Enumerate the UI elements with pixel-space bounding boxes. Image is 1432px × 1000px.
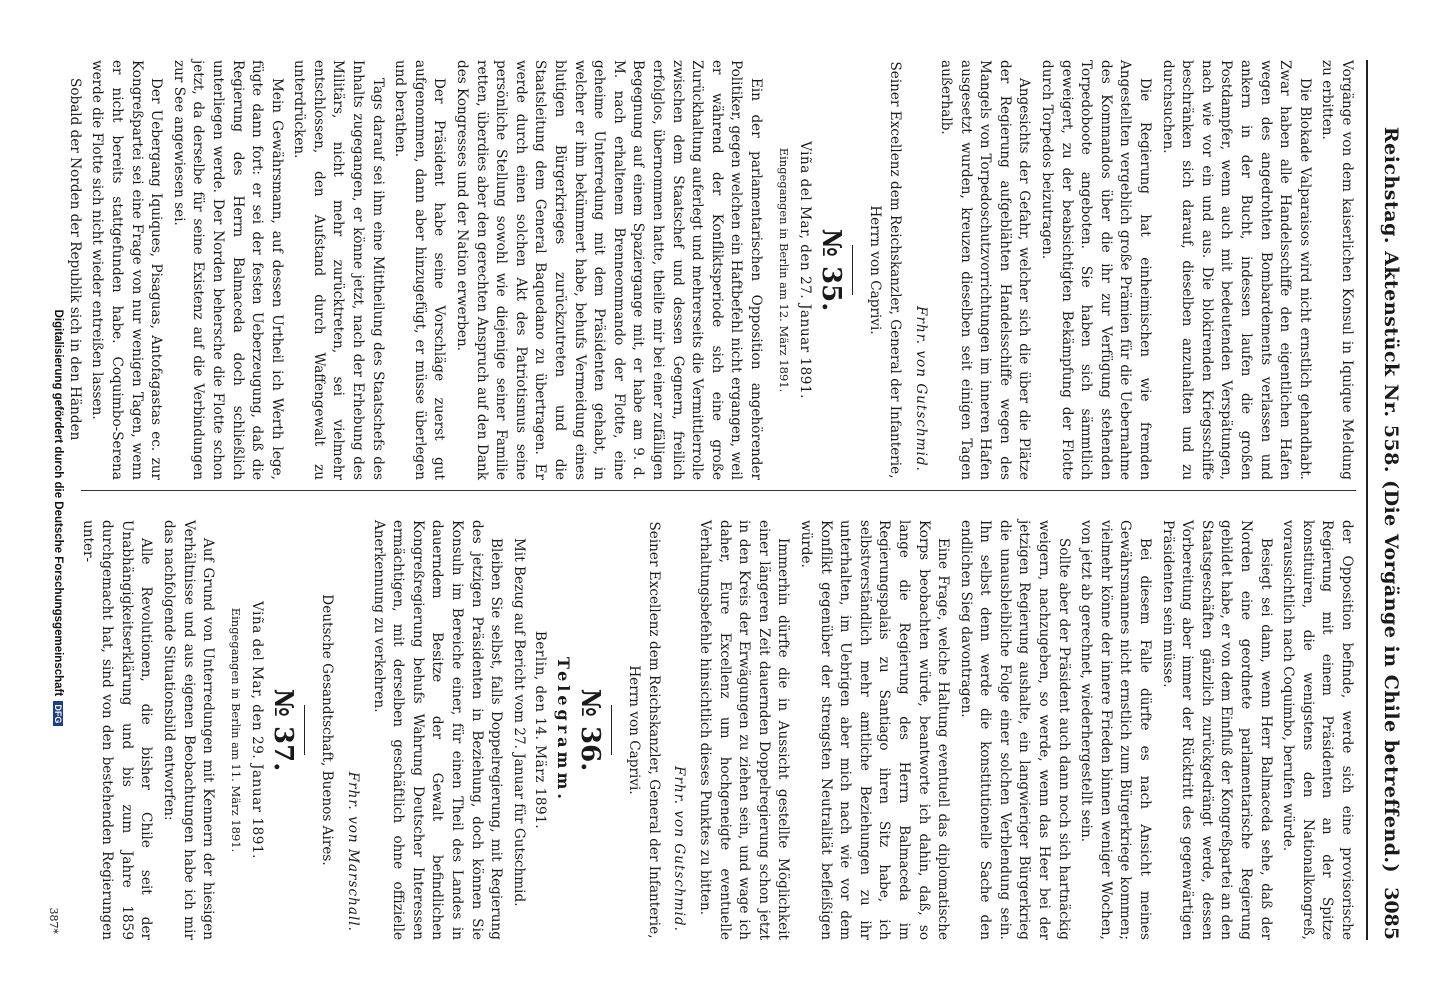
place-date: Viña del Mar, den 27. Januar 1891. — [797, 141, 814, 399]
paragraph: Angesichts der Gefahr, welcher sich die über die Plätze der Regierung aufgeblähten Handelsschiffe wegen des Mangels von Torpedoschutzvorrichtungen im inneren Hafen ausgesetzt wurden, kreuzen dieselben seit einigen Tagen außerhalb. — [938, 60, 1033, 480]
paragraph: Bleiben Sie selbst, falls Doppelregierung, mit Regierung des jetzigen Präsidenten in Beziehung, doch können Sie Konsuln im Bereiche einer, für einen Theil des Landes in dauerndem Besitze der Gewalt befindlichen Kongreßregierung behufs Wahrung Deutscher Interessen ermächtigen, mit derselben geschäftlich ohne offizielle Anerkennung zu verkehren. — [370, 520, 505, 940]
section-separator — [304, 705, 305, 755]
paragraph: Mit Bezug auf Bericht vom 27. Januar für Gutschmid. — [510, 538, 527, 907]
paragraph: Der Präsident habe seine Vorschläge zuerst gut aufgenommen, dann aber hinzugefügt, er müsse überlegen und berathen. — [392, 60, 448, 480]
paragraph: Bei diesem Falle dürfte es nach Ansicht meines Gewährsmannes nicht ernstlich zum Bürgerkriege kommen; vielmehr könne der innere Frieden binnen weniger Wochen, von jetzt ab gerechnet, wiederhergestellt sein. — [1078, 520, 1154, 940]
digitization-credit — [52, 88, 64, 948]
document-number: № 36. — [574, 688, 605, 772]
scanned-document-page — [17, 0, 1432, 1000]
paragraph: Die Blokade Valparaisos wird nicht ernstlich gehandhabt. Zwar haben alle Handelsschiffe den eigentlichen Hafen wegen des angedrohten Bombardements verlassen und ankern in der Bucht, indessen laufen die großen Postdampfer, wenn auch mit bedeutenden Verspätungen, nach wie vor ein und aus. Die blokirenden Kriegsschiffe beschränken sich darauf, dieselben anzuhalten und zu durchsuchen. — [1159, 60, 1313, 480]
section-separator — [611, 705, 612, 755]
paragraph: Besiegt sei dann, wenn Herr Balmaceda sehe, daß der Norden eine geordnete parlamentarische Regierung gebildet habe, er von dem Einfluß der Kongreßpartei an den Staatsgeschäften gänzlich zurückgedrängt werde, dessen Vorbereitung aber immer der Rücktritt des gegenwärtigen Präsidenten sein müsse. — [1159, 520, 1274, 940]
page-number: 3085 — [1380, 887, 1402, 940]
telegram-heading: Telegramm. — [554, 657, 574, 803]
document-number: № 37. — [267, 688, 298, 772]
paragraph: Immerhin dürfte die in Aussicht gestellte Möglichkeit einer längeren Zeit dauernden Doppelregierung schon jetzt in den Kreis der Erwägungen zu ziehen sein, und wage ich daher, Eure Excellenz um hochgeneigte eventuelle Verhaltungsbefehle hinsichtlich dieses Punktes zu bitten. — [697, 520, 792, 940]
paragraph: Auf Grund von Unterredungen mit Kennern der hiesigen Verhältnisse und aus eigenen Beobachtungen habe ich mir das nachfolgende Situationsbild entworfen: — [160, 520, 217, 940]
column-divider — [81, 490, 1356, 491]
paragraph: Sollte aber der Präsident auch dann noch sich hartnäckig weigern, nachzugeben, so werde, wenn das Heer bei der jetzigen Regierung aushalte, ein langwieriger Bürgerkrieg die unausbleibliche Folge einer solchen Verblendung sein. Ihn selbst denn werde die konstitutionelle Sache den endlichen Sieg davontragen. — [957, 520, 1072, 940]
paragraph: Eine Frage, welche Haltung eventuell das diplomatische Korps beobachten würde, beantworte ich dahin, daß, so lange die Regierung des Herrn Balmaceda im Regierungspalais zu Santiago ihren Sitz habe, ich selbstverständlich mehr amtliche Beziehungen zu ihr unterhalten, im Uebrigen aber mich nach wie vor dem Konflikt gegenüber der strengsten Neutralität befleißigen würde. — [797, 520, 952, 940]
paragraph: Der Uebergang Iquiques, Pisaguas, Antofagastas ec. zur Kongreßpartei sei eine Frage von nur wenigen Tagen, wenn er nicht bereits stattgefunden habe. Coquimbo-Serena werde die Flotte sich nicht wieder entreißen lassen. — [89, 60, 165, 480]
paragraph: Die Regierung hat einheimischen wie fremden Angestellten vergeblich große Prämien für die Uebernahme des Kommandos über die ihr zur Verfügung stehenden Torpedoboote angeboten. Sie haben sich sämmtlich geweigert, zu der beabsichtigten Bekämpfung der Flotte durch Torpedos beizutragen. — [1039, 60, 1154, 480]
addressee: Seiner Excellenz dem Reichskanzler, General der Infanterie, Herrn von Caprivi. — [626, 521, 662, 939]
page-header — [1368, 60, 1402, 940]
received-note: Eingegangen in Berlin am 11. März 1891. — [228, 607, 243, 853]
paragraph: Sobald der Norden der Republik sich in den Händen — [66, 78, 83, 441]
credit-text: Digitalisierung gefördert durch die Deutsche Forschungsgemeinschaft — [52, 309, 64, 697]
addressee: Seiner Excellenz dem Reichskanzler, General der Infanterie, Herrn von Caprivi. — [867, 61, 903, 479]
paragraph: Tags darauf sei ihm eine Mittheilung des Staatschefs des Inhalts zugegangen, er könne jetzt, nach der Erhebung des Militärs, nicht mehr zurücktreten, sei vielmehr entschlossen, den Aufstand durch Waffengewalt zu unterdrücken. — [291, 60, 386, 480]
signature: Frhr. von Gutschmid. — [671, 766, 688, 932]
received-note: Eingegangen in Berlin am 12. März 1891. — [776, 147, 791, 393]
place-date: Viña del Mar, den 29. Januar 1891. — [249, 601, 266, 859]
paragraph: Ein der parlamentarischen Opposition angehörender Politiker, gegen welchen ein Haftbefehl nicht ergangen, weil er während der Konfliktsperiode sich eine große Zurückhaltung auferlegt und mehrerseits die Vermittlerrolle zwischen dem Staatschef und dessen Gegnern, freilich erfolglos, übernommen hatte, theilte mir bei einer zufälligen Begegnung auf einem Spaziergange mit, er habe am 9. d. M. nach erhaltenem Brenneommando der Flotte, eine geheime Unterredung mit dem Präsidenten gehabt, in welcher er ihm bekümmert habe, behufs Vermeidung eines blutigen Bürgerkrieges zurückzutreten und die Staatsleitung dem General Baquedano zu übertragen. Er werde durch einen solchen Akt des Patriotismus seine persönliche Stellung sowohl wie diejenige seiner Familie retten, überdies aber den gerechten Anspruch auf den Dank des Kongresses und der Nation erwerben. — [454, 60, 764, 480]
section-separator — [852, 245, 853, 295]
paragraph: Mein Gewährsmann, auf dessen Urtheil ich Werth lege, fügte dann fort: er sei der festen Ueberzeugung, daß die Regierung des Herrn Balmaceda doch schließlich unterliegen werde. Der Norden behersche die Flotte schon jetzt, da derselbe für seine Existenz auf die Verbindungen zur See angewiesen sei. — [170, 60, 285, 480]
place-date: Berlin, den 14. März 1891. — [532, 630, 549, 830]
paragraph: der Opposition befinde, werde sich eine provisorische Regierung mit einem Präsidenten an der Spitze konstituiren, die wenigstens den Nationalkongreß, voraussichtlich nach Coquimbo, berufen würde. — [1280, 520, 1355, 940]
left-column — [66, 60, 1356, 480]
signature: Frhr. von Gutschmid. — [912, 306, 929, 472]
signature: Frhr. von Marschall. — [345, 771, 362, 932]
signature-mark: 387* — [46, 907, 60, 934]
running-title: Reichstag. Aktenstück Nr. 558. (Die Vorgänge in Chile betreffend.) — [1380, 126, 1402, 874]
document-number: № 35. — [815, 228, 846, 312]
dfg-logo-icon: DFG — [53, 701, 63, 726]
addressee: Deutsche Gesandtschaft, Buenos Aires. — [319, 594, 336, 866]
paragraph: Alle Revolutionen, die bisher Chile seit der Unabhängigkeitserklärung und bis zum Jahre 1859 durchgemacht hat, sind von den bestehenden Regierungen unter- — [79, 520, 155, 940]
paragraph: Vorgänge von dem kaiserlichen Konsul in Iquique Meldung zu erbitten. — [1319, 60, 1355, 480]
header-rule — [1366, 60, 1368, 940]
